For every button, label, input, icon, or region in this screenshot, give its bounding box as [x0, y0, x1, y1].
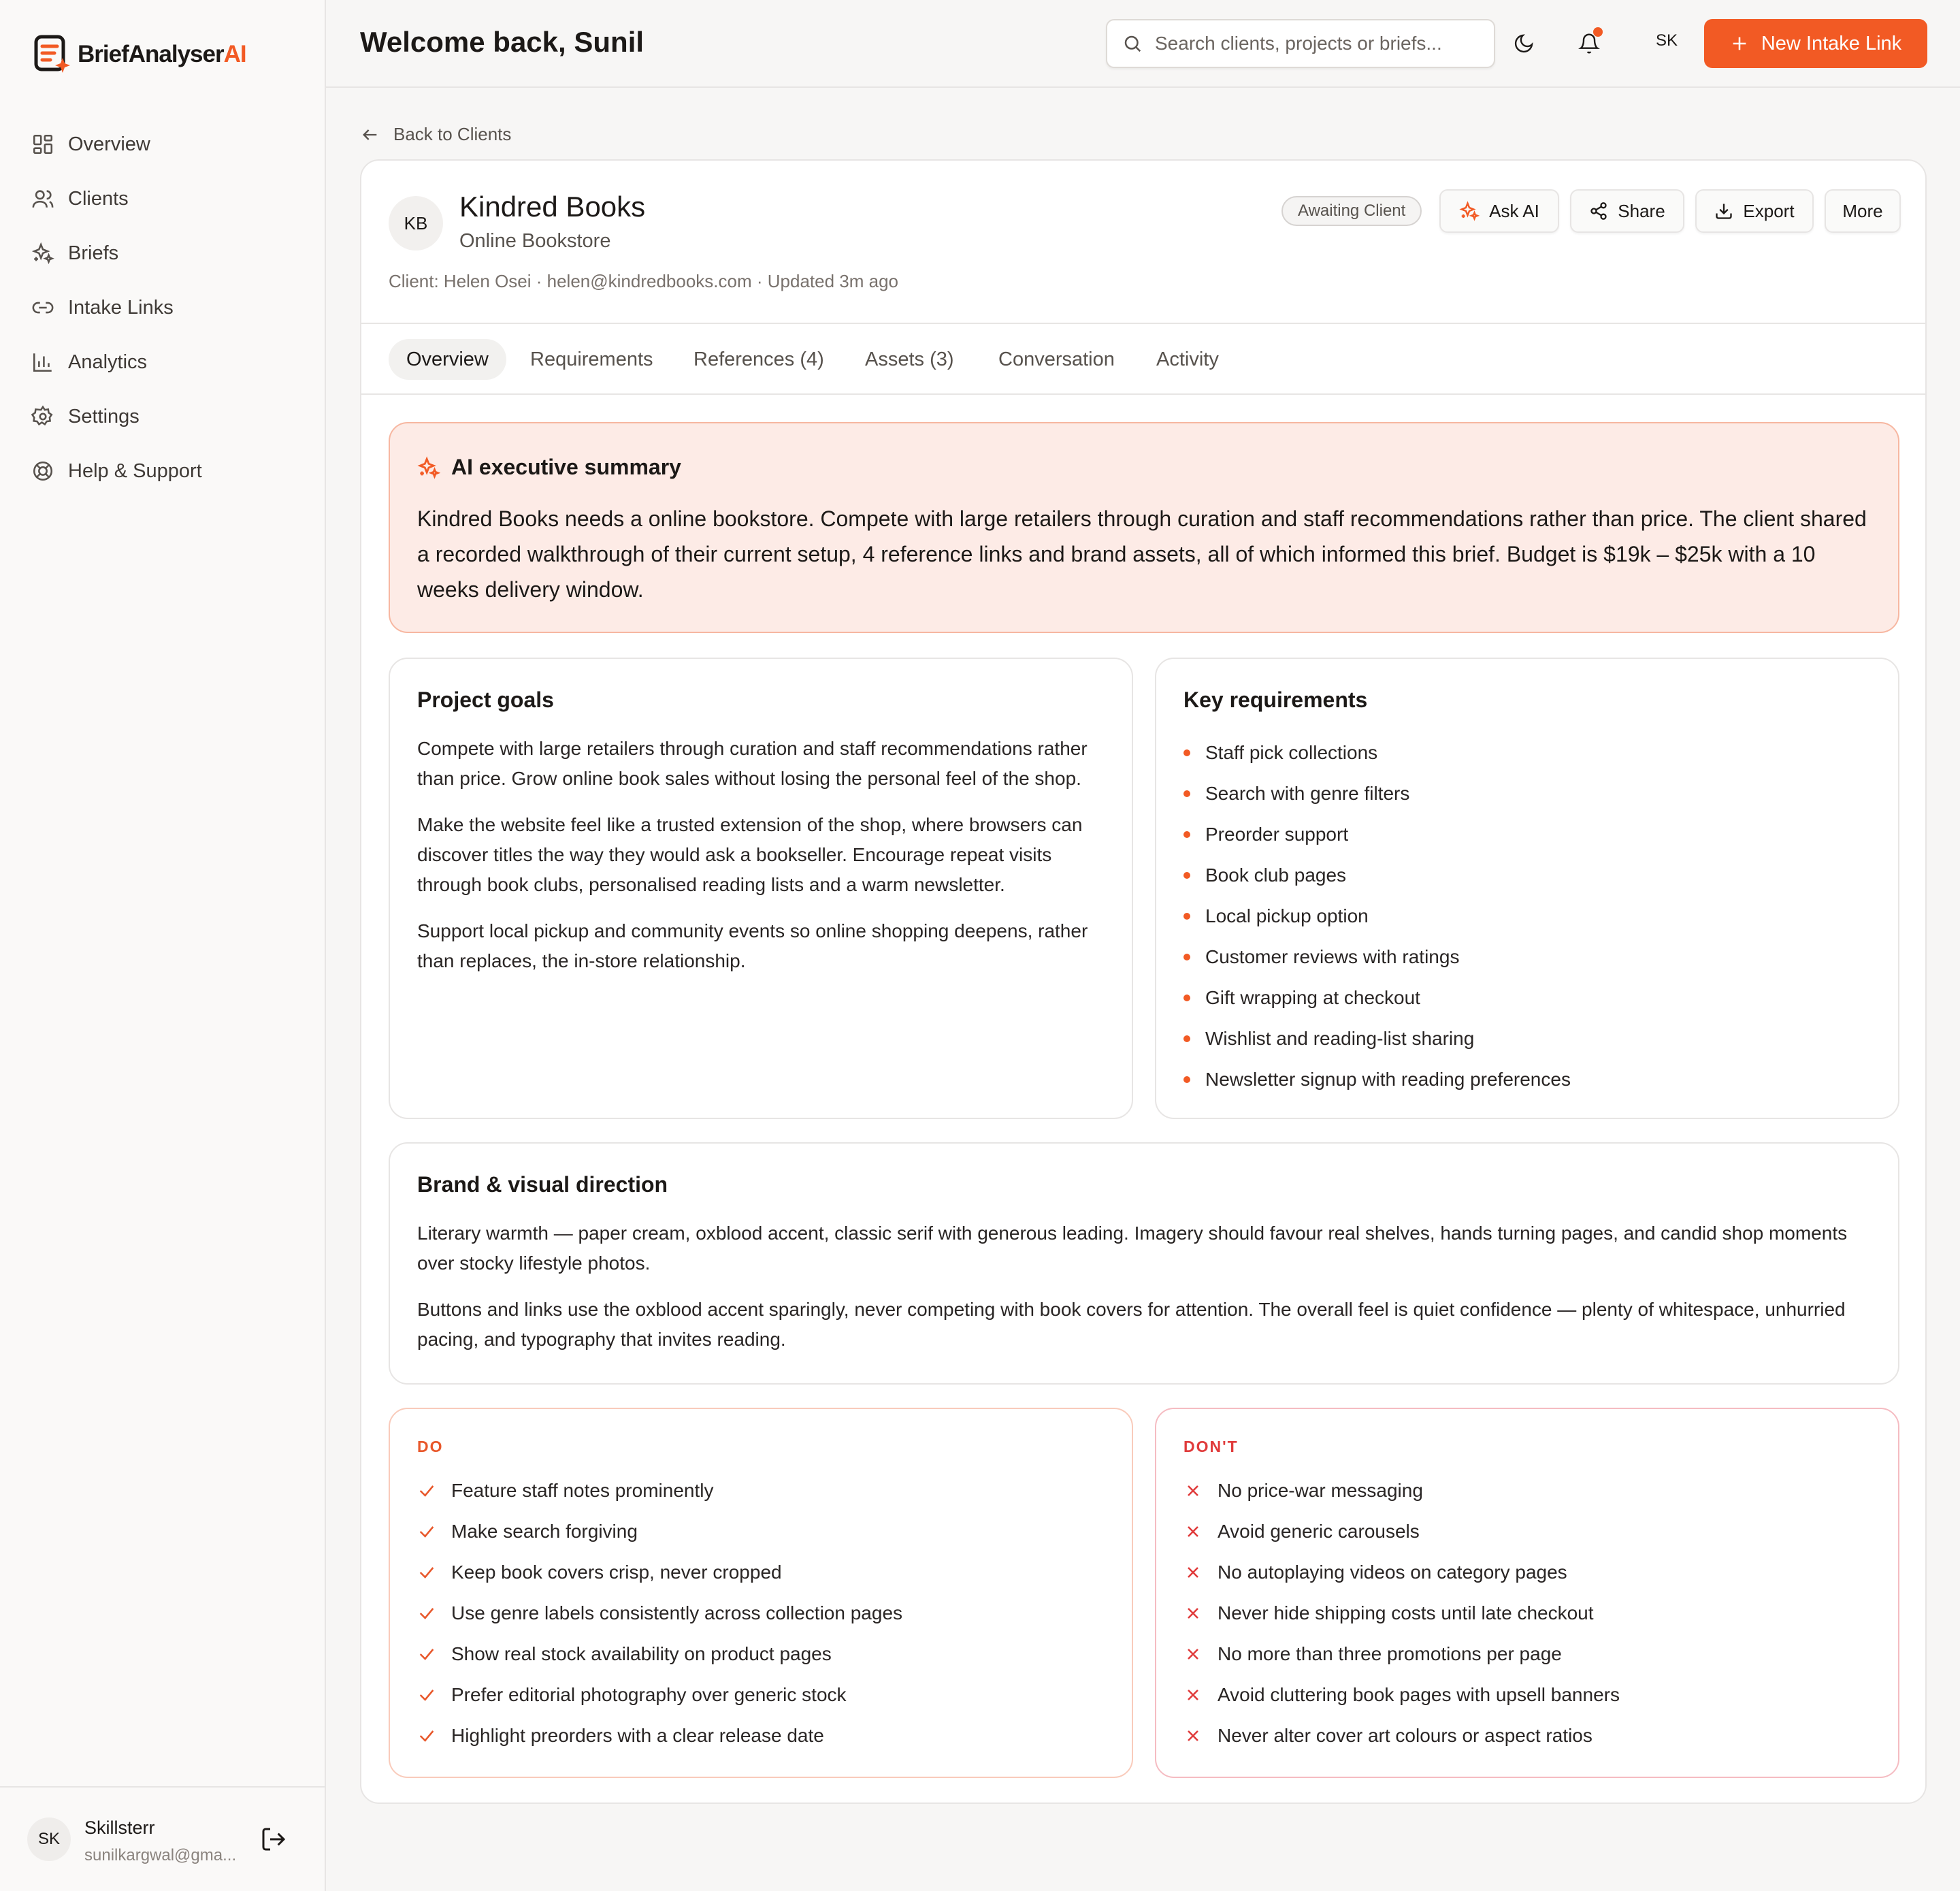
sparkles-icon [31, 242, 54, 265]
tab-conversation[interactable]: Conversation [998, 348, 1115, 370]
list-item: No more than three promotions per page [1183, 1634, 1620, 1675]
check-icon [417, 1645, 436, 1664]
sidebar-item-overview[interactable] [23, 117, 309, 172]
gear-icon [31, 405, 54, 428]
dont-label: DON'T [1183, 1438, 1239, 1455]
users-icon [31, 187, 54, 210]
x-icon [1183, 1685, 1203, 1704]
list-item: Feature staff notes prominently [417, 1470, 902, 1511]
list-item: Local pickup option [1183, 896, 1571, 937]
check-icon [417, 1563, 436, 1582]
check-icon [417, 1685, 436, 1704]
sidebar-item-label: Settings [68, 405, 140, 427]
lifebuoy-icon [31, 459, 54, 483]
search-box[interactable] [1106, 19, 1495, 68]
plus-icon [1730, 34, 1749, 53]
list-item: Use genre labels consistently across collection pages [417, 1593, 902, 1634]
arrow-left-icon [361, 125, 380, 144]
list-item: Preorder support [1183, 814, 1571, 855]
export-label: Export [1743, 200, 1795, 221]
theme-toggle-button[interactable] [1507, 27, 1540, 60]
app-logo[interactable] [34, 34, 246, 75]
sidebar-item-analytics[interactable] [23, 335, 309, 389]
sidebar-user [0, 1786, 325, 1891]
list-item: Keep book covers crisp, never cropped [417, 1552, 902, 1593]
sidebar-item-label: Analytics [68, 351, 148, 373]
client-avatar: KB [389, 196, 443, 250]
avatar[interactable]: SK [27, 1817, 71, 1861]
brand-direction-title: Brand & visual direction [417, 1172, 668, 1197]
new-intake-link-button[interactable] [1704, 19, 1927, 68]
layout-grid-icon [31, 133, 54, 156]
logout-icon[interactable] [260, 1826, 287, 1853]
sidebar-item-settings[interactable] [23, 389, 309, 444]
ai-summary-text: Kindred Books needs a online bookstore. Compete with large retailers through curation and staff recommendations rather than price. The client shared a recorded walkthrough of their current setup, 4 reference links and brand assets, all of which informed this brief. Budget is $19k – $25k with a 10 weeks delivery window. [417, 506, 1867, 602]
x-icon [1183, 1604, 1203, 1623]
do-list [417, 1470, 902, 1756]
ai-summary-heading: AI executive summary [451, 455, 681, 479]
bullet-icon [1183, 872, 1190, 879]
user-name: Skillsterr [84, 1817, 155, 1838]
export-button[interactable] [1695, 189, 1814, 233]
bullet-icon [1183, 1076, 1190, 1083]
new-intake-link-label: New Intake Link [1761, 32, 1902, 54]
list-item: Never hide shipping costs until late checkout [1183, 1593, 1620, 1634]
tab-activity[interactable]: Activity [1156, 348, 1219, 370]
requirements-list [1183, 732, 1571, 1100]
bullet-icon [1183, 913, 1190, 920]
bar-chart-icon [31, 351, 54, 374]
project-goals-title: Project goals [417, 688, 554, 712]
list-item: Wishlist and reading-list sharing [1183, 1018, 1571, 1059]
list-item: Newsletter signup with reading preferences [1183, 1059, 1571, 1100]
download-icon [1714, 201, 1733, 221]
more-label: More [1842, 200, 1883, 221]
check-icon [417, 1604, 436, 1623]
x-icon [1183, 1726, 1203, 1745]
bullet-icon [1183, 1035, 1190, 1042]
tab-overview[interactable]: Overview [389, 339, 506, 380]
list-item: No autoplaying videos on category pages [1183, 1552, 1620, 1593]
brief-card [360, 159, 1927, 1804]
do-label: DO [417, 1438, 444, 1455]
bullet-icon [1183, 995, 1190, 1001]
notifications-button[interactable] [1573, 27, 1605, 60]
key-requirements-panel [1155, 658, 1899, 1119]
bullet-icon [1183, 831, 1190, 838]
back-link[interactable] [361, 124, 511, 145]
client-type: Online Bookstore [459, 230, 611, 252]
sidebar-item-clients[interactable] [23, 172, 309, 226]
sidebar-item-label: Intake Links [68, 296, 174, 319]
list-item: Prefer editorial photography over generic stock [417, 1675, 902, 1715]
bullet-icon [1183, 790, 1190, 797]
goal-paragraph: Support local pickup and community events so online shopping deepens, rather than replaces, the in-store relationship. [417, 920, 1088, 971]
list-item: Highlight preorders with a clear release date [417, 1715, 902, 1756]
ask-ai-label: Ask AI [1489, 200, 1539, 221]
moon-icon [1513, 33, 1535, 54]
client-meta: Client: Helen Osei · helen@kindredbooks.com · Updated 3m ago [389, 271, 898, 291]
list-item: Search with genre filters [1183, 773, 1571, 814]
search-input[interactable] [1155, 33, 1475, 54]
goal-paragraph: Compete with large retailers through curation and staff recommendations rather than price. Grow online book sales without losing the personal feel of the shop. [417, 738, 1088, 789]
list-item: Show real stock availability on product pages [417, 1634, 902, 1675]
search-icon [1122, 33, 1143, 54]
sidebar-item-label: Briefs [68, 242, 119, 264]
ai-summary-title [417, 455, 681, 480]
link-icon [31, 296, 54, 319]
sidebar-item-briefs[interactable] [23, 226, 309, 280]
tab-references[interactable]: References (4) [693, 348, 824, 370]
status-badge: Awaiting Client [1281, 196, 1422, 226]
sidebar-item-intake-links[interactable] [23, 280, 309, 335]
x-icon [1183, 1481, 1203, 1500]
header-avatar[interactable]: SK [1656, 31, 1678, 50]
more-button[interactable] [1825, 189, 1901, 233]
x-icon [1183, 1563, 1203, 1582]
do-panel [389, 1408, 1133, 1778]
tab-requirements[interactable]: Requirements [530, 348, 653, 370]
x-icon [1183, 1645, 1203, 1664]
notification-dot [1593, 27, 1603, 37]
goal-paragraph: Make the website feel like a trusted extension of the shop, where browsers can discover titles the way they would ask a bookseller. Encourage repeat visits through book clubs, personalised reading lists and a warm newsletter. [417, 814, 1083, 895]
check-icon [417, 1481, 436, 1500]
tab-assets[interactable]: Assets (3) [865, 348, 954, 370]
check-icon [417, 1522, 436, 1541]
sidebar-item-label: Overview [68, 133, 150, 155]
sparkles-icon [1459, 201, 1480, 221]
back-link-label: Back to Clients [393, 124, 512, 144]
sidebar-item-label: Clients [68, 187, 129, 210]
brand-paragraph: Buttons and links use the oxblood accent sparingly, never competing with book covers for attention. The overall feel is quiet confidence — plenty of whitespace, unhurried pacing, and typography that invites reading. [417, 1299, 1846, 1350]
list-item: Customer reviews with ratings [1183, 937, 1571, 977]
x-icon [1183, 1522, 1203, 1541]
ask-ai-button[interactable] [1439, 189, 1559, 233]
bullet-icon [1183, 954, 1190, 960]
ai-summary-panel [389, 422, 1899, 633]
logo-icon [34, 35, 72, 74]
sparkles-icon [417, 456, 440, 479]
bullet-icon [1183, 749, 1190, 756]
share-label: Share [1618, 200, 1665, 221]
list-item: Avoid generic carousels [1183, 1511, 1620, 1552]
list-item: Staff pick collections [1183, 732, 1571, 773]
key-requirements-title: Key requirements [1183, 688, 1368, 712]
dont-list [1183, 1470, 1620, 1756]
sidebar-nav [23, 117, 309, 498]
tab-bar [361, 323, 1925, 395]
page-title: Welcome back, Sunil [360, 26, 644, 58]
dont-panel [1155, 1408, 1899, 1778]
share-icon [1589, 201, 1608, 221]
brand-direction-panel [389, 1142, 1899, 1385]
sidebar-item-help-support[interactable] [23, 444, 309, 498]
sidebar [0, 0, 326, 1891]
list-item: Book club pages [1183, 855, 1571, 896]
client-name: Kindred Books [459, 191, 646, 223]
sidebar-item-label: Help & Support [68, 459, 202, 482]
logo-text: BriefAnalyserAI [78, 41, 246, 67]
list-item: Never alter cover art colours or aspect ratios [1183, 1715, 1620, 1756]
user-email: sunilkargwal@gma... [84, 1846, 237, 1864]
project-goals-panel [389, 658, 1133, 1119]
brand-paragraph: Literary warmth — paper cream, oxblood accent, classic serif with generous leading. Imagery should favour real shelves, hands turning pages, and candid shop moments over stocky lifestyle photos. [417, 1223, 1848, 1274]
list-item: Gift wrapping at checkout [1183, 977, 1571, 1018]
list-item: Make search forgiving [417, 1511, 902, 1552]
check-icon [417, 1726, 436, 1745]
top-header [326, 0, 1960, 88]
list-item: No price-war messaging [1183, 1470, 1620, 1511]
share-button[interactable] [1570, 189, 1684, 233]
list-item: Avoid cluttering book pages with upsell banners [1183, 1675, 1620, 1715]
